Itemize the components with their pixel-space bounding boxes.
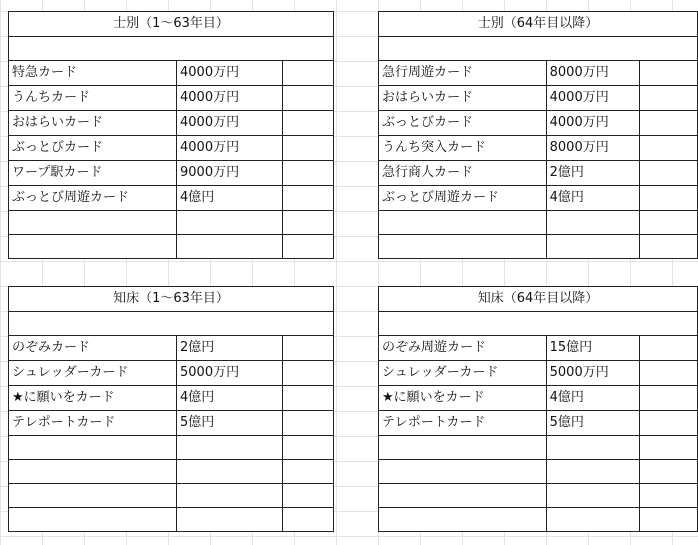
empty-cell[interactable]: [283, 436, 334, 460]
card-extra-cell[interactable]: [640, 86, 698, 111]
shop-table-shibetsu-late: [378, 11, 698, 259]
card-name-cell[interactable]: おはらいカード: [9, 111, 177, 136]
card-price-cell[interactable]: 4000万円: [177, 136, 283, 161]
table-title-cell[interactable]: 士別（1〜63年目）: [9, 12, 334, 37]
card-price-cell[interactable]: 5000万円: [177, 361, 283, 386]
card-price-cell[interactable]: 9000万円: [177, 161, 283, 186]
empty-cell[interactable]: [546, 436, 640, 460]
empty-cell[interactable]: [177, 508, 283, 532]
shop-table-shiretoko-late: [378, 286, 698, 532]
card-name-cell[interactable]: ぶっとびカード: [379, 111, 547, 136]
card-extra-cell[interactable]: [640, 61, 698, 86]
empty-cell[interactable]: [546, 211, 640, 235]
empty-cell[interactable]: [546, 235, 640, 259]
table-row: [379, 111, 698, 136]
card-price-cell[interactable]: 2億円: [546, 161, 640, 186]
card-name-cell[interactable]: シュレッダーカード: [379, 361, 547, 386]
empty-cell[interactable]: [640, 211, 698, 235]
card-name-cell[interactable]: ぶっとび周遊カード: [379, 186, 547, 211]
card-name-cell[interactable]: ぶっとび周遊カード: [9, 186, 177, 211]
table-row-empty: [9, 211, 334, 235]
card-name-cell[interactable]: おはらいカード: [379, 86, 547, 111]
card-extra-cell[interactable]: [640, 111, 698, 136]
shop-table-shibetsu-early: [8, 11, 334, 259]
empty-cell[interactable]: [640, 460, 698, 484]
table-row-empty: [9, 484, 334, 508]
empty-cell[interactable]: [177, 484, 283, 508]
card-name-cell[interactable]: ★に願いをカード: [379, 386, 547, 411]
card-name-cell[interactable]: 急行商人カード: [379, 161, 547, 186]
empty-cell[interactable]: [283, 211, 334, 235]
empty-cell[interactable]: [283, 235, 334, 259]
empty-cell[interactable]: [546, 460, 640, 484]
table-row: [9, 86, 334, 111]
card-price-cell[interactable]: 4000万円: [177, 111, 283, 136]
empty-cell[interactable]: [177, 460, 283, 484]
empty-cell[interactable]: [9, 460, 177, 484]
table-title-row: [379, 287, 698, 312]
table-row: [9, 361, 334, 386]
empty-cell[interactable]: [177, 211, 283, 235]
card-name-cell[interactable]: のぞみ周遊カード: [379, 336, 547, 361]
table-row-empty: [9, 436, 334, 460]
table-row: [9, 186, 334, 211]
card-price-cell[interactable]: 4億円: [177, 386, 283, 411]
card-price-cell[interactable]: 4億円: [177, 186, 283, 211]
table-blank-row: [9, 312, 334, 336]
card-extra-cell[interactable]: [640, 361, 698, 386]
card-extra-cell[interactable]: [640, 336, 698, 361]
empty-cell[interactable]: [379, 484, 547, 508]
card-name-cell[interactable]: のぞみカード: [9, 336, 177, 361]
card-name-cell[interactable]: うんちカード: [9, 86, 177, 111]
table-row-empty: [379, 508, 698, 532]
empty-cell[interactable]: [283, 460, 334, 484]
table-row-empty: [9, 508, 334, 532]
card-name-cell[interactable]: ぶっとびカード: [9, 136, 177, 161]
card-price-cell[interactable]: 5000万円: [546, 361, 640, 386]
card-extra-cell[interactable]: [283, 361, 334, 386]
table-row: [379, 186, 698, 211]
card-extra-cell[interactable]: [640, 161, 698, 186]
table-blank-row: [379, 37, 698, 61]
shop-table-shiretoko-early: [8, 286, 334, 532]
table-row: [379, 86, 698, 111]
empty-cell[interactable]: [283, 508, 334, 532]
card-price-cell[interactable]: 4億円: [546, 186, 640, 211]
table-row: [9, 161, 334, 186]
table-row: [379, 361, 698, 386]
empty-cell[interactable]: [9, 235, 177, 259]
table-row: [379, 61, 698, 86]
card-price-cell[interactable]: 8000万円: [546, 136, 640, 161]
empty-cell[interactable]: [640, 508, 698, 532]
card-extra-cell[interactable]: [283, 86, 334, 111]
card-extra-cell[interactable]: [283, 386, 334, 411]
empty-cell[interactable]: [640, 235, 698, 259]
table-row: [9, 61, 334, 86]
empty-cell[interactable]: [9, 436, 177, 460]
card-extra-cell[interactable]: [283, 336, 334, 361]
table-row-empty: [379, 436, 698, 460]
table-row-empty: [379, 484, 698, 508]
table-row-empty: [379, 235, 698, 259]
card-name-cell[interactable]: テレポートカード: [9, 411, 177, 436]
table-blank-row: [379, 312, 698, 336]
table-row: [379, 336, 698, 361]
empty-cell[interactable]: [9, 312, 334, 336]
table-title-row: [9, 287, 334, 312]
empty-cell[interactable]: [283, 484, 334, 508]
card-extra-cell[interactable]: [283, 136, 334, 161]
card-extra-cell[interactable]: [640, 386, 698, 411]
empty-cell[interactable]: [546, 508, 640, 532]
table-row-empty: [9, 235, 334, 259]
empty-cell[interactable]: [640, 484, 698, 508]
card-name-cell[interactable]: ★に願いをカード: [9, 386, 177, 411]
empty-cell[interactable]: [9, 37, 334, 61]
empty-cell[interactable]: [379, 436, 547, 460]
table-title-row: [9, 12, 334, 37]
card-name-cell[interactable]: うんち突入カード: [379, 136, 547, 161]
card-extra-cell[interactable]: [283, 186, 334, 211]
card-name-cell[interactable]: テレポートカード: [379, 411, 547, 436]
table-title-row: [379, 12, 698, 37]
card-extra-cell[interactable]: [640, 136, 698, 161]
card-name-cell[interactable]: ワープ駅カード: [9, 161, 177, 186]
table-row-empty: [379, 211, 698, 235]
card-price-cell[interactable]: 2億円: [177, 336, 283, 361]
card-extra-cell[interactable]: [283, 161, 334, 186]
card-price-cell[interactable]: 4000万円: [177, 86, 283, 111]
table-row: [9, 386, 334, 411]
card-name-cell[interactable]: シュレッダーカード: [9, 361, 177, 386]
card-extra-cell[interactable]: [283, 411, 334, 436]
table-row: [9, 411, 334, 436]
empty-cell[interactable]: [379, 460, 547, 484]
table-row: [379, 411, 698, 436]
table-row: [379, 386, 698, 411]
table-title-cell[interactable]: 知床（1〜63年目）: [9, 287, 334, 312]
table-title-cell[interactable]: 知床（64年目以降）: [379, 287, 698, 312]
empty-cell[interactable]: [379, 235, 547, 259]
table-row-empty: [9, 460, 334, 484]
table-row: [9, 336, 334, 361]
card-price-cell[interactable]: 4億円: [546, 386, 640, 411]
table-row-empty: [379, 460, 698, 484]
card-name-cell[interactable]: 急行周遊カード: [379, 61, 547, 86]
card-price-cell[interactable]: 15億円: [546, 336, 640, 361]
card-extra-cell[interactable]: [640, 411, 698, 436]
card-price-cell[interactable]: 4000万円: [177, 61, 283, 86]
table-row: [9, 111, 334, 136]
card-price-cell[interactable]: 4000万円: [546, 111, 640, 136]
table-row: [9, 136, 334, 161]
empty-cell[interactable]: [9, 211, 177, 235]
empty-cell[interactable]: [379, 37, 698, 61]
table-blank-row: [9, 37, 334, 61]
card-extra-cell[interactable]: [283, 111, 334, 136]
card-name-cell[interactable]: 特急カード: [9, 61, 177, 86]
table-row: [379, 136, 698, 161]
empty-cell[interactable]: [640, 436, 698, 460]
card-extra-cell[interactable]: [640, 186, 698, 211]
empty-cell[interactable]: [177, 436, 283, 460]
empty-cell[interactable]: [379, 312, 698, 336]
empty-cell[interactable]: [9, 508, 177, 532]
empty-cell[interactable]: [379, 508, 547, 532]
card-price-cell[interactable]: 5億円: [546, 411, 640, 436]
empty-cell[interactable]: [379, 211, 547, 235]
empty-cell[interactable]: [546, 484, 640, 508]
card-price-cell[interactable]: 5億円: [177, 411, 283, 436]
table-title-cell[interactable]: 士別（64年目以降）: [379, 12, 698, 37]
table-row: [379, 161, 698, 186]
empty-cell[interactable]: [9, 484, 177, 508]
card-price-cell[interactable]: 8000万円: [546, 61, 640, 86]
card-price-cell[interactable]: 4000万円: [546, 86, 640, 111]
card-extra-cell[interactable]: [283, 61, 334, 86]
empty-cell[interactable]: [177, 235, 283, 259]
